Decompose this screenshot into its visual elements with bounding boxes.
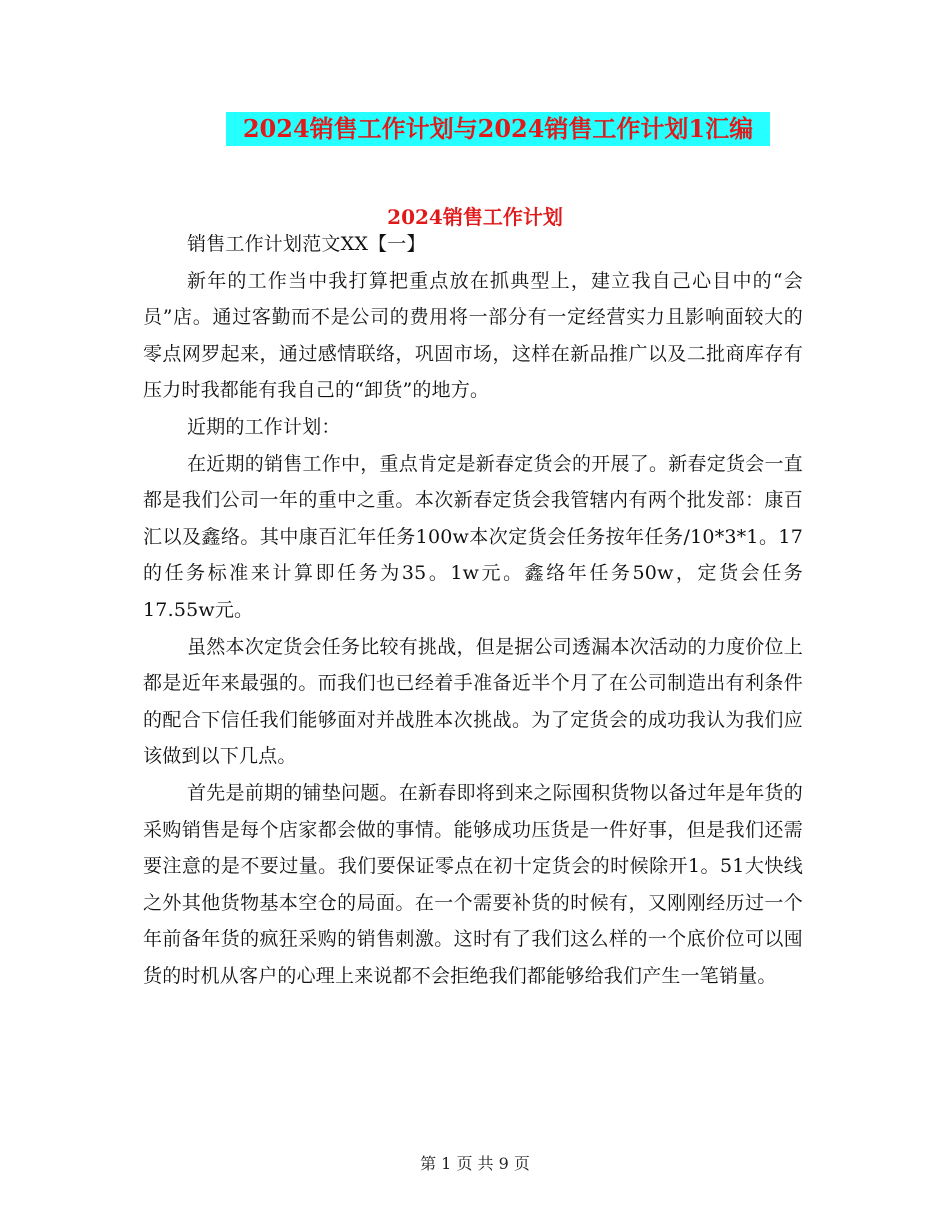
document-main-title: 2024销售工作计划与2024销售工作计划1汇编 xyxy=(226,112,770,146)
page-footer: 第 1 页 共 9 页 xyxy=(420,1154,530,1173)
paragraph: 首先是前期的铺垫问题。在新春即将到来之际囤积货物以备过年是年货的采购销售是每个店家都会做的事情。能够成功压货是一件好事，但是我们还需要注意的是不要过量。我们要保证零点在初十定货会的时候除开1。51大快线之外其他货物基本空仓的局面。在一个需要补货的时候有，又刚刚经历过一个年前备年货的疯狂采购的销售刺激。这时有了我们这么样的一个底价位可以囤货的时机从客户的心理上来说都不会拒绝我们都能够给我们产生一笔销量。 xyxy=(143,781,803,987)
document-body xyxy=(143,222,803,994)
paragraph: 新年的工作当中我打算把重点放在抓典型上，建立我自己心目中的“会员”店。通过客勤而不是公司的费用将一部分有一定经营实力且影响面较大的零点网罗起来，通过感情联络，巩固市场，这样在新品推广以及二批商库存有压力时我都能有我自己的“卸货”的地方。 xyxy=(143,269,803,402)
section-title: 2024销售工作计划 xyxy=(387,205,563,229)
paragraph: 近期的工作计划： xyxy=(187,415,341,438)
paragraph: 在近期的销售工作中，重点肯定是新春定货会的开展了。新春定货会一直都是我们公司一年的重中之重。本次新春定货会我管辖内有两个批发部：康百汇以及鑫络。其中康百汇年任务100w本次定货会任务按年任务/10*3*1。17的任务标准来计算即任务为35。1w元。鑫络年任务50w，定货会任务17.55w元。 xyxy=(143,452,803,621)
paragraph: 虽然本次定货会任务比较有挑战，但是据公司透漏本次活动的力度价位上都是近年来最强的。而我们也已经着手准备近半个月了在公司制造出有利条件的配合下信任我们能够面对并战胜本次挑战。为了定货会的成功我认为我们应该做到以下几点。 xyxy=(143,635,803,768)
paragraph: 销售工作计划范文XX【一】 xyxy=(187,233,426,255)
